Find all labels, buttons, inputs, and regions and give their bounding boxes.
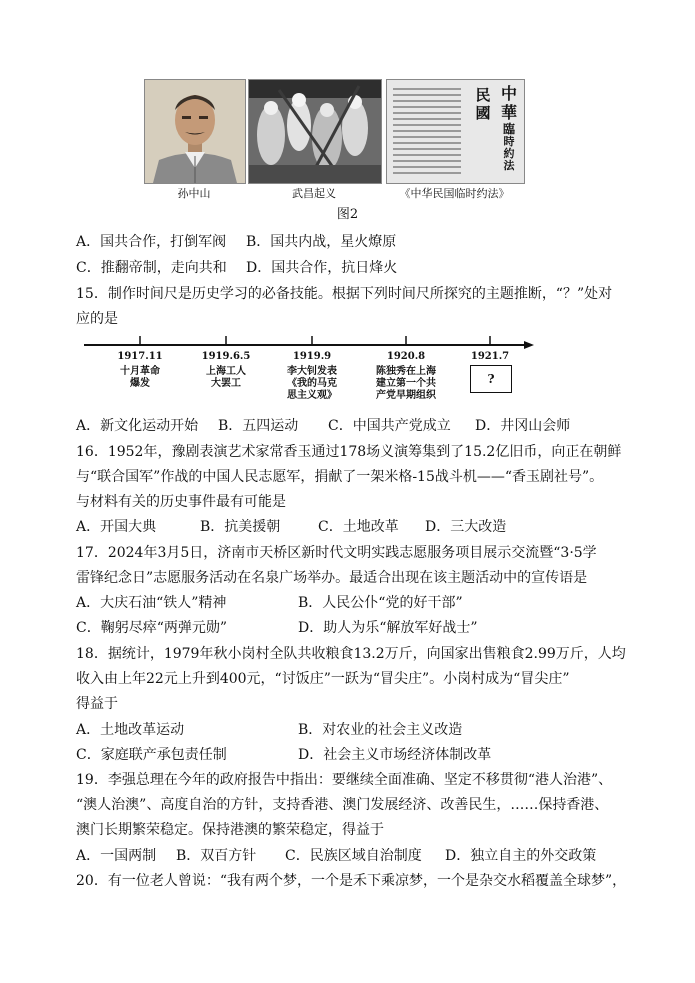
- q15-stem-line1: 15．制作时间尺是历史学习的必备技能。根据下列时间尺所探究的主题推断，“？”处对: [76, 286, 613, 302]
- caption-wuchang-uprising: 武昌起义: [292, 187, 336, 200]
- document-title-col1: 民 國: [475, 86, 491, 122]
- timeline-axis: [84, 333, 536, 353]
- q16-option-b: B．抗美援朝: [200, 519, 281, 535]
- q19-line1: 19．李强总理在今年的政府报告中指出：要继续全面准确、坚定不移贯彻“港人治港”、: [76, 772, 613, 788]
- q16-line1: 16．1952年，豫剧表演艺术家常香玉通过178场义演筹集到了15.2亿旧币，向正在朝鲜: [76, 444, 622, 460]
- caption-sun-yat-sen: 孙中山: [177, 187, 211, 200]
- timeline-event-li-dazhao-article: 李大钊发表 《我的马克 思主义观》: [287, 366, 337, 401]
- timeline-date-1919-6-5: 1919.6.5: [201, 351, 251, 362]
- q19-option-c: C．民族区域自治制度: [285, 848, 422, 864]
- q18-line2: 收入由上年22元上升到400元，“讨饭庄”一跃为“冒尖庄”。小岗村成为“冒尖庄”: [76, 671, 570, 687]
- q19-option-d: D．独立自主的外交政策: [445, 848, 597, 864]
- timeline-event-shanghai-strike: 上海工人 大罢工: [206, 366, 246, 389]
- figure-label: 图2: [336, 207, 359, 222]
- q18-line3: 得益于: [76, 696, 118, 712]
- q17-option-a: A．大庆石油“铁人”精神: [76, 595, 227, 611]
- q18-option-d: D．社会主义市场经济体制改革: [298, 747, 492, 763]
- timeline-event-october-revolution: 十月革命 爆发: [120, 366, 160, 389]
- timeline-date-1919-9: 1919.9: [292, 351, 332, 362]
- timeline-date-1921-7: 1921.7: [470, 351, 510, 362]
- q19-option-b: B．双百方针: [176, 848, 257, 864]
- q16-line3: 与材料有关的历史事件最有可能是: [76, 494, 286, 510]
- q16-option-a: A．开国大典: [76, 519, 157, 535]
- q17-option-c: C．鞠躬尽瘁“两弹元勋”: [76, 620, 228, 636]
- q19-line2: “澳人治澳”、高度自治的方针，支持香港、澳门发展经济、改善民生，……保持香港、: [76, 797, 609, 813]
- timeline-event-unknown: ?: [487, 372, 495, 386]
- q14-option-d: D．国共合作，抗日烽火: [246, 260, 398, 276]
- q15-option-b: B．五四运动: [218, 418, 299, 434]
- q17-line1: 17．2024年3月5日，济南市天桥区新时代文明实践志愿服务项目展示交流暨“3·5学: [76, 545, 597, 561]
- portrait-drawing: [145, 80, 245, 183]
- q15-stem-line2: 应的是: [76, 311, 118, 327]
- q17-line2: 雷锋纪念日”志愿服务活动在名泉广场举办。最适合出现在该主题活动中的宣传语是: [76, 570, 588, 586]
- q18-option-c: C．家庭联产承包责任制: [76, 747, 227, 763]
- q19-option-a: A．一国两制: [76, 848, 157, 864]
- wuchang-uprising-relief: [248, 79, 382, 184]
- q16-line2: 与“联合国军”作战的中国人民志愿军，捐献了一架米格-15战斗机——“香玉剧社号”。: [76, 469, 604, 485]
- q17-option-d: D．助人为乐“解放军好战士”: [298, 620, 478, 636]
- q14-option-b: B．国共内战，星火燎原: [246, 234, 397, 250]
- q16-option-d: D．三大改造: [425, 519, 507, 535]
- q16-option-c: C．土地改革: [318, 519, 399, 535]
- q15-option-c: C．中国共产党成立: [328, 418, 451, 434]
- caption-provisional-constitution: 《中华民国临时约法》: [399, 187, 510, 200]
- provisional-constitution-document: [386, 79, 525, 184]
- q20-line1: 20．有一位老人曾说：“我有两个梦，一个是禾下乘凉梦，一个是杂交水稻覆盖全球梦”，: [76, 873, 627, 889]
- q14-option-a: A．国共合作，打倒军阀: [76, 234, 227, 250]
- q18-option-b: B．对农业的社会主义改造: [298, 722, 463, 738]
- q18-line1: 18．据统计，1979年秋小岗村全队共收粮食13.2万斤，向国家出售粮食2.99万斤，人均: [76, 646, 626, 662]
- q18-option-a: A．土地改革运动: [76, 722, 185, 738]
- relief-drawing: [249, 80, 381, 183]
- timeline-date-1920-8: 1920.8: [386, 351, 426, 362]
- timeline-event-chen-duxiu-group: 陈独秀在上海 建立第一个共 产党早期组织: [376, 366, 436, 401]
- sun-yat-sen-portrait: [144, 79, 246, 184]
- q17-option-b: B．人民公仆“党的好干部”: [298, 595, 463, 611]
- document-title-col2: 中 華 臨 時 約 法: [500, 84, 517, 172]
- timeline-unknown-box: [470, 365, 512, 393]
- timeline-date-1917-11: 1917.11: [117, 351, 163, 362]
- q15-option-d: D．井冈山会师: [475, 418, 571, 434]
- q14-option-c: C．推翻帝制，走向共和: [76, 260, 227, 276]
- q15-option-a: A．新文化运动开始: [76, 418, 199, 434]
- q19-line3: 澳门长期繁荣稳定。保持港澳的繁荣稳定，得益于: [76, 822, 384, 838]
